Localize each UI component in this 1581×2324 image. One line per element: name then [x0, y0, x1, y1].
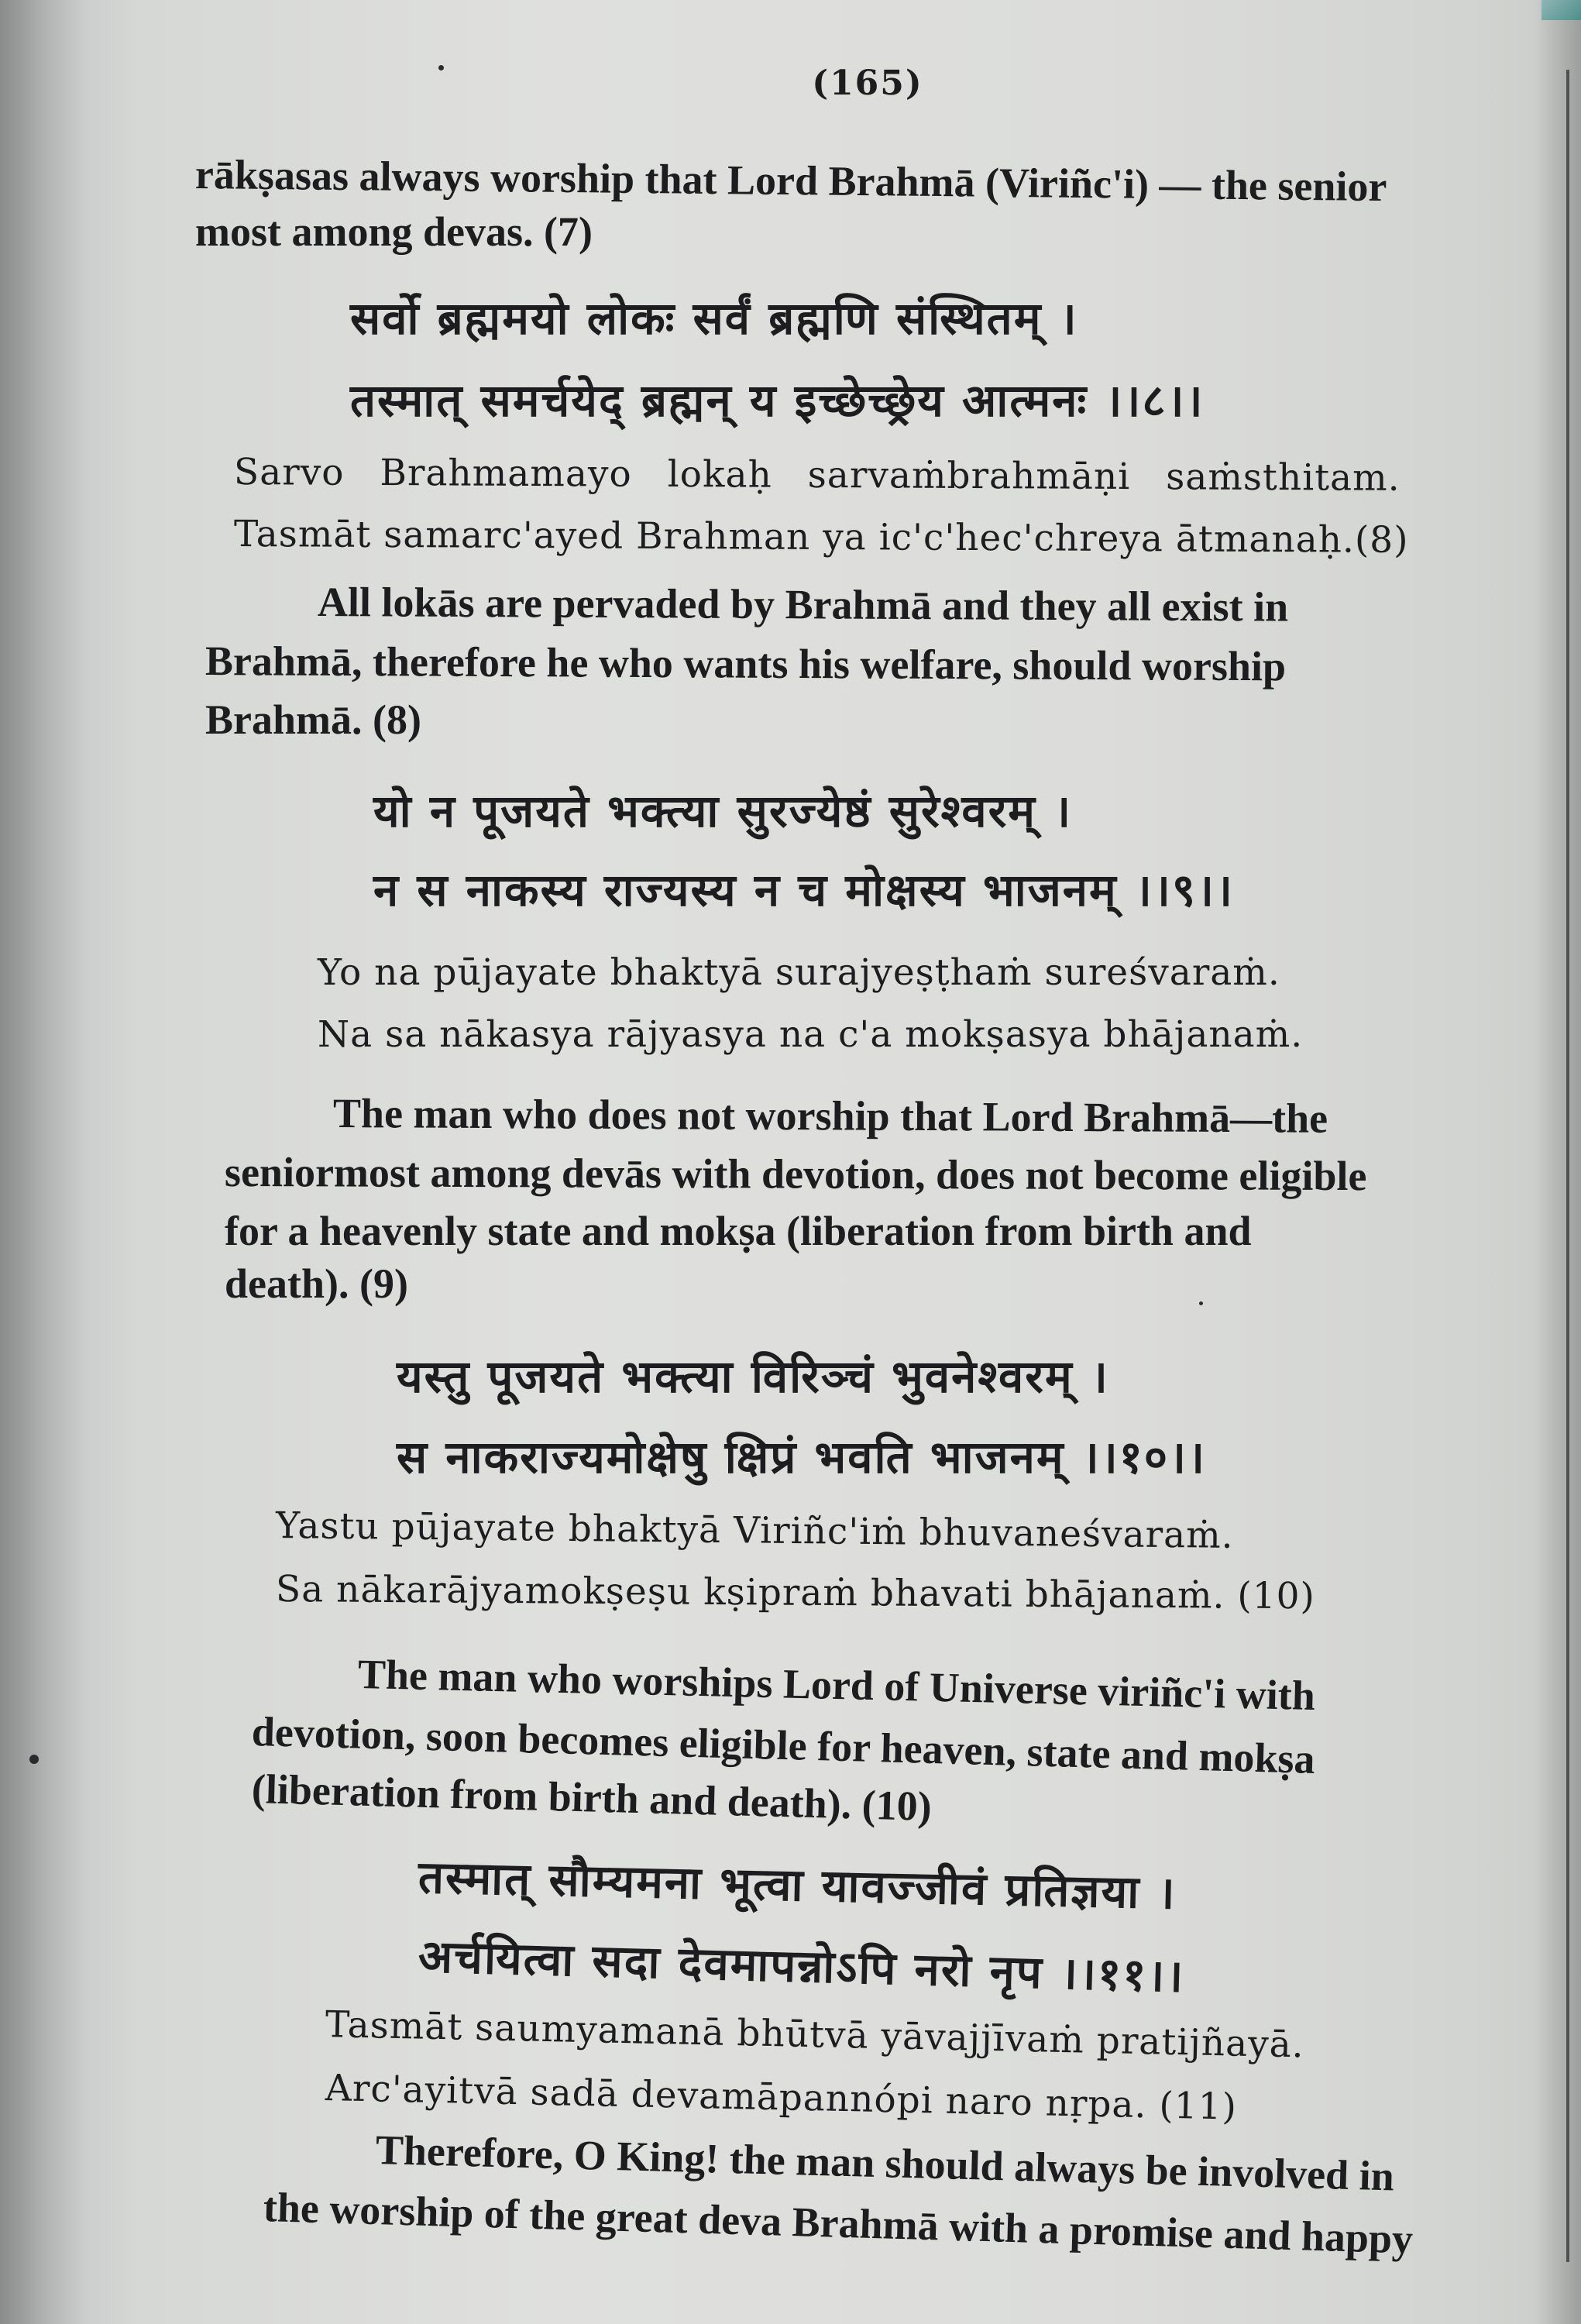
verse-9-translation-line: seniormost among devās with devotion, does not become eligible [224, 1149, 1367, 1200]
ink-speck [438, 65, 444, 70]
verse-8-sanskrit-line: सर्वो ब्रह्ममयो लोकः सर्वं ब्रह्मणि संस्थितम् । [350, 292, 1078, 345]
paragraph-7-line: rākṣasas always worship that Lord Brahmā (Viriñc'i) — the senior [194, 151, 1387, 211]
verse-10-transliteration-line: Sa nākarājyamokṣeṣu kṣipraṁ bhavati bhājanaṁ. (10) [275, 1568, 1316, 1618]
verse-10-sanskrit-line: स नाकराज्यमोक्षेषु क्षिप्रं भवति भाजनम् ।।१०।। [397, 1431, 1206, 1483]
verse-9-transliteration-line: Yo na pūjayate bhaktyā surajyeṣṭhaṁ sureśvaraṁ. [318, 951, 1280, 994]
verse-11-sanskrit-line: अर्चयित्वा सदा देवमापन्नोऽपि नरो नृप ।।११।। [418, 1930, 1186, 2003]
verse-8-translation-line: Brahmā. (8) [205, 696, 421, 743]
verse-11-transliteration-line: Arc'ayitvā sadā devamāpannópi naro nṛpa. (11) [325, 2067, 1238, 2129]
spine-shadow [0, 0, 85, 2324]
page-edge-shadow [1535, 0, 1581, 2324]
verse-8-transliteration-line: Sarvo Brahmamayo lokaḥ sarvaṁbrahmāṇi saṁsthitam. [233, 451, 1401, 500]
verse-9-translation-line: death). (9) [225, 1260, 408, 1307]
verse-11-sanskrit-line: तस्मात् सौम्यमना भूत्वा यावज्जीवं प्रतिज्ञया । [418, 1851, 1177, 1920]
verse-10-sanskrit-line: यस्तु पूजयते भक्त्या विरिञ्चं भुवनेश्वरम् । [397, 1350, 1109, 1403]
paragraph-7-line: most among devas. (7) [195, 208, 593, 255]
verse-8-translation-line: Brahmā, therefore he who wants his welfare, should worship [204, 638, 1287, 690]
verse-9-transliteration-line: Na sa nākasya rājyasya na c'a mokṣasya bhājanaṁ. [318, 1013, 1304, 1056]
verse-8-sanskrit-line: तस्मात् समर्चयेद् ब्रह्मन् य इच्छेच्छ्रेय आत्मनः ।।८।। [350, 374, 1205, 427]
corner-tab [1541, 0, 1581, 20]
verse-10-translation-line: devotion, soon becomes eligible for heaven, state and mokṣa [251, 1708, 1316, 1783]
page-number: (165) [812, 64, 923, 103]
margin-rule [1566, 70, 1569, 2262]
verse-11-translation-line: Therefore, O King! the man should always be involved in [375, 2126, 1395, 2200]
ink-speck [29, 1755, 39, 1764]
verse-11-transliteration-line: Tasmāt saumyamanā bhūtvā yāvajjīvaṁ pratijñayā. [325, 2003, 1305, 2067]
verse-9-translation-line: for a heavenly state and mokṣa (liberation from birth and [225, 1208, 1252, 1254]
verse-10-transliteration-line: Yastu pūjayate bhaktyā Viriñc'iṁ bhuvaneśvaraṁ. [275, 1504, 1234, 1557]
verse-10-translation-line: The man who worships Lord of Universe viriñc'i with [357, 1651, 1316, 1720]
verse-11-translation-line: the worship of the great deva Brahmā with a promise and happy [263, 2184, 1414, 2263]
verse-10-translation-line: (liberation from birth and death). (10) [251, 1765, 933, 1830]
ink-speck [1199, 1301, 1203, 1305]
verse-9-sanskrit-line: यो न पूजयते भक्त्या सुरज्येष्ठं सुरेश्वरम् । [373, 785, 1073, 837]
verse-9-translation-line: The man who does not worship that Lord Brahmā—the [332, 1090, 1328, 1142]
verse-8-translation-line: All lokās are pervaded by Brahmā and they all exist in [317, 579, 1289, 631]
verse-9-sanskrit-line: न स नाकस्य राज्यस्य न च मोक्षस्य भाजनम् ।।९।। [373, 864, 1234, 916]
verse-8-transliteration-line: Tasmāt samarc'ayed Brahman ya ic'c'hec'chreya ātmanaḥ.(8) [233, 513, 1409, 562]
